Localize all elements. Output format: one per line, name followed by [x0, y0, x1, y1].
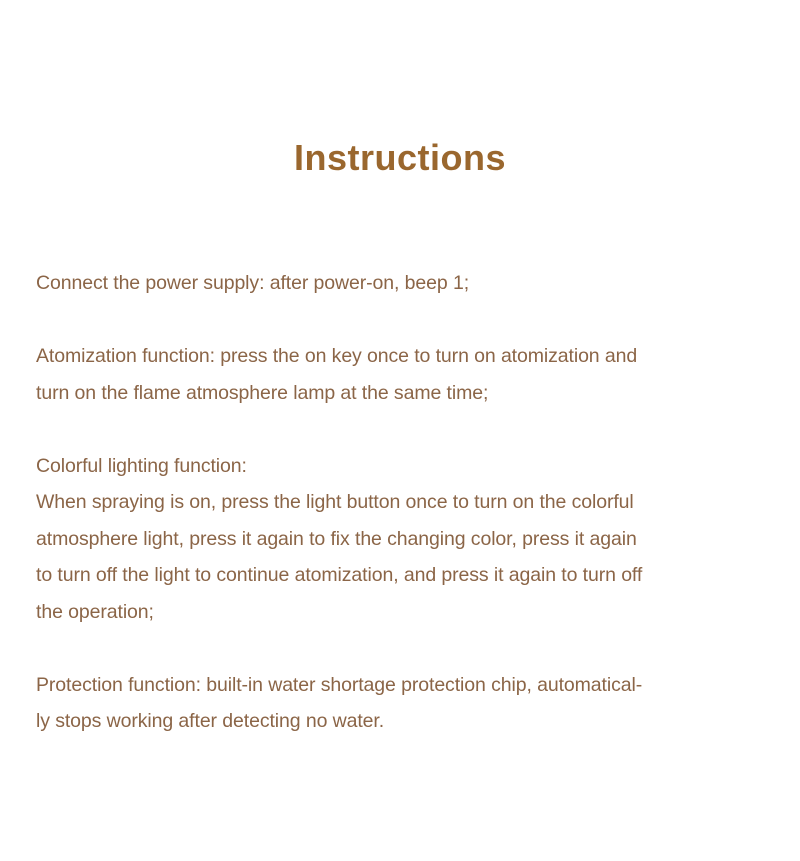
instruction-line: ly stops working after detecting no water.: [36, 710, 385, 732]
instruction-line: turn on the flame atmosphere lamp at the same time;: [36, 381, 489, 404]
instruction-line: atmosphere light, press it again to fix the changing color, press it again: [36, 527, 637, 550]
instruction-paragraph: [36, 667, 760, 740]
instruction-line: Colorful lighting function:: [36, 454, 247, 477]
page-title: Instructions: [293, 137, 506, 179]
instructions-body: [36, 265, 760, 740]
instruction-line: Protection function: built-in water shortage protection chip, automatical-: [36, 673, 643, 696]
instruction-paragraph: [36, 265, 760, 302]
instruction-line: to turn off the light to continue atomization, and press it again to turn off: [36, 564, 643, 586]
instruction-line: When spraying is on, press the light button once to turn on the colorful: [36, 491, 634, 513]
instruction-line: Connect the power supply: after power-on, beep 1;: [36, 272, 470, 294]
instruction-line: Atomization function: press the on key once to turn on atomization and: [36, 345, 638, 367]
instruction-line: the operation;: [36, 600, 154, 623]
instruction-paragraph: [36, 338, 760, 411]
instruction-paragraph: [36, 448, 760, 631]
